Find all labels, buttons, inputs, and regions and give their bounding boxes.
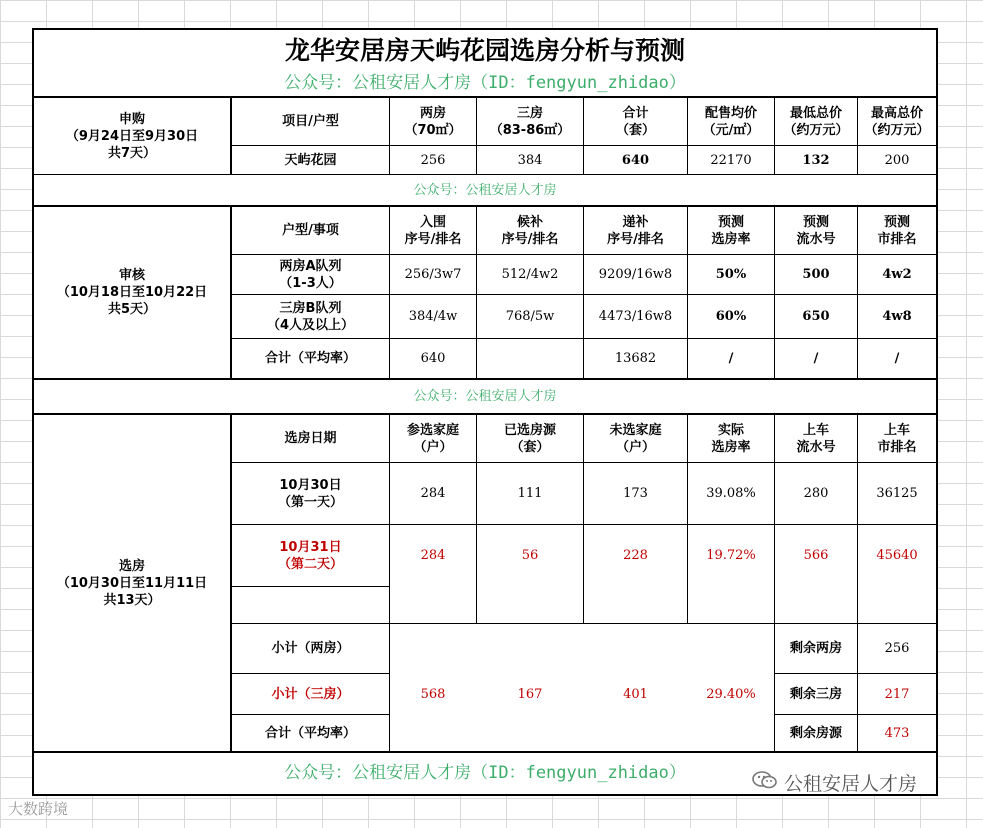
table-line xyxy=(583,98,584,174)
table-line xyxy=(583,415,584,623)
table-line xyxy=(232,294,936,295)
review-header-backfill: 递补 序号/排名 xyxy=(584,207,687,254)
select-day1-unselected: 173 xyxy=(584,463,687,524)
table-line xyxy=(389,415,390,751)
review-header-serial: 预测 流水号 xyxy=(775,207,857,254)
select-day2-rate: 19.72% xyxy=(688,525,774,586)
table-line xyxy=(34,174,936,175)
review-row-2br-serial: 500 xyxy=(775,255,857,294)
apply-row-total: 640 xyxy=(584,146,687,174)
table-line xyxy=(687,415,688,623)
apply-header-max: 最高总价 （约万元） xyxy=(858,98,936,145)
apply-row-2br: 256 xyxy=(390,146,476,174)
review-row-total-shortlist: 640 xyxy=(390,339,476,378)
table-line xyxy=(232,338,936,339)
table-line xyxy=(232,145,936,146)
apply-header-price: 配售均价 （元/㎡） xyxy=(688,98,774,145)
review-row-2br-shortlist: 256/3w7 xyxy=(390,255,476,294)
table-line xyxy=(583,207,584,378)
remaining-2br-value: 256 xyxy=(858,624,936,673)
table-line xyxy=(389,207,390,378)
review-phase: 审核 （10月18日至10月22日 共5天） xyxy=(34,207,230,378)
analysis-sheet xyxy=(32,28,938,796)
remaining-3br-label: 剩余三房 xyxy=(775,674,857,714)
review-header-item: 户型/事项 xyxy=(232,207,389,254)
select-day1-date: 10月30日 （第一天） xyxy=(232,463,389,524)
divider-note-1: 公众号：公租安居人才房 xyxy=(34,175,936,205)
review-header-rank: 预测 市排名 xyxy=(858,207,936,254)
apply-phase: 申购 （9月24日至9月30日 共7天） xyxy=(34,98,230,174)
review-row-total-standby xyxy=(477,339,583,378)
select-header-rate: 实际 选房率 xyxy=(688,415,774,462)
review-row-total-rank: / xyxy=(858,339,936,378)
wechat-icon xyxy=(752,770,778,790)
table-line xyxy=(34,751,936,753)
page-subtitle: 公众号：公租安居人才房（ID：fengyun_zhidao） xyxy=(34,70,936,96)
apply-header-2br: 两房 （70㎡） xyxy=(390,98,476,145)
select-day2-unselected: 228 xyxy=(584,525,687,586)
select-header-unselected: 未选家庭 （户） xyxy=(584,415,687,462)
subtotal-3br-selected: 167 xyxy=(477,674,583,714)
table-line xyxy=(857,624,858,751)
table-line xyxy=(34,205,936,207)
apply-row-name: 天屿花园 xyxy=(232,146,389,174)
footer-note: 公众号：公租安居人才房（ID：fengyun_zhidao） xyxy=(34,753,936,794)
review-row-2br-standby: 512/4w2 xyxy=(477,255,583,294)
review-header-rate: 预测 选房率 xyxy=(688,207,774,254)
table-line xyxy=(232,586,389,587)
review-row-3br-shortlist: 384/4w xyxy=(390,295,476,338)
apply-header-min: 最低总价 （约万元） xyxy=(775,98,857,145)
select-day1-selected: 111 xyxy=(477,463,583,524)
select-header-serial: 上车 流水号 xyxy=(775,415,857,462)
apply-row-price: 22170 xyxy=(688,146,774,174)
review-row-total-name: 合计（平均率） xyxy=(232,339,389,378)
table-line xyxy=(34,378,936,380)
apply-row-min: 132 xyxy=(775,146,857,174)
apply-header-item: 项目/户型 xyxy=(232,98,389,145)
remaining-total-value: 473 xyxy=(858,715,936,751)
remaining-2br-label: 剩余两房 xyxy=(775,624,857,673)
apply-row-max: 200 xyxy=(858,146,936,174)
review-header-standby: 候补 序号/排名 xyxy=(477,207,583,254)
apply-header-total: 合计 （套） xyxy=(584,98,687,145)
table-line xyxy=(476,207,477,378)
review-row-2br-rate: 50% xyxy=(688,255,774,294)
select-day2-participants: 284 xyxy=(390,525,476,586)
subtotal-3br-participants: 568 xyxy=(390,674,476,714)
table-line xyxy=(34,96,936,98)
table-line xyxy=(389,98,390,174)
table-line xyxy=(232,254,936,255)
select-day2-date: 10月31日 （第二天） xyxy=(232,525,389,586)
select-day1-rate: 39.08% xyxy=(688,463,774,524)
select-day1-serial: 280 xyxy=(775,463,857,524)
review-row-2br-name: 两房A队列 （1-3人） xyxy=(232,255,389,294)
subtotal-3br-label: 小计（三房） xyxy=(232,674,389,714)
table-line xyxy=(687,207,688,378)
review-header-shortlist: 入围 序号/排名 xyxy=(390,207,476,254)
table-line xyxy=(230,207,232,378)
review-row-3br-name: 三房B队列 （4人及以上） xyxy=(232,295,389,338)
apply-row-3br: 384 xyxy=(477,146,583,174)
select-header-participants: 参选家庭 （户） xyxy=(390,415,476,462)
table-line xyxy=(232,462,936,463)
subtotal-2br-label: 小计（两房） xyxy=(232,624,389,673)
review-row-2br-backfill: 9209/16w8 xyxy=(584,255,687,294)
review-row-3br-standby: 768/5w xyxy=(477,295,583,338)
table-line xyxy=(857,207,858,378)
review-row-3br-serial: 650 xyxy=(775,295,857,338)
review-row-total-serial: / xyxy=(775,339,857,378)
review-row-3br-backfill: 4473/16w8 xyxy=(584,295,687,338)
table-line xyxy=(230,415,232,751)
review-row-2br-rank: 4w2 xyxy=(858,255,936,294)
watermark-left: 大数跨境 xyxy=(8,800,69,818)
table-line xyxy=(230,98,232,174)
table-line xyxy=(857,415,858,623)
table-line xyxy=(687,98,688,174)
table-line xyxy=(232,673,389,674)
select-empty-row xyxy=(232,587,389,623)
table-line xyxy=(774,98,775,174)
select-header-date: 选房日期 xyxy=(232,415,389,462)
review-row-total-backfill: 13682 xyxy=(584,339,687,378)
table-line xyxy=(34,413,936,415)
table-line xyxy=(774,714,936,715)
select-header-selected: 已选房源 （套） xyxy=(477,415,583,462)
review-row-total-rate: / xyxy=(688,339,774,378)
table-line xyxy=(774,207,775,378)
subtotal-3br-rate: 29.40% xyxy=(688,674,774,714)
select-day2-rank: 45640 xyxy=(858,525,936,586)
watermark-right: 公租安居人才房 xyxy=(784,773,918,795)
table-line xyxy=(232,623,936,624)
table-line xyxy=(774,673,936,674)
select-day2-selected: 56 xyxy=(477,525,583,586)
select-day1-participants: 284 xyxy=(390,463,476,524)
page-title: 龙华安居房天屿花园选房分析与预测 xyxy=(34,30,936,70)
table-line xyxy=(476,98,477,174)
total-avg-label: 合计（平均率） xyxy=(232,715,389,751)
subtotal-3br-unselected: 401 xyxy=(584,674,687,714)
select-phase: 选房 （10月30日至11月11日 共13天） xyxy=(34,415,230,751)
remaining-3br-value: 217 xyxy=(858,674,936,714)
table-line xyxy=(232,714,389,715)
review-row-3br-rank: 4w8 xyxy=(858,295,936,338)
table-line xyxy=(774,415,775,751)
select-day2-serial: 566 xyxy=(775,525,857,586)
select-day1-rank: 36125 xyxy=(858,463,936,524)
table-line xyxy=(476,415,477,623)
table-line xyxy=(857,98,858,174)
review-row-3br-rate: 60% xyxy=(688,295,774,338)
divider-note-2: 公众号：公租安居人才房 xyxy=(34,380,936,413)
apply-header-3br: 三房 （83-86㎡） xyxy=(477,98,583,145)
table-line xyxy=(232,524,936,525)
remaining-total-label: 剩余房源 xyxy=(775,715,857,751)
select-header-rank: 上车 市排名 xyxy=(858,415,936,462)
